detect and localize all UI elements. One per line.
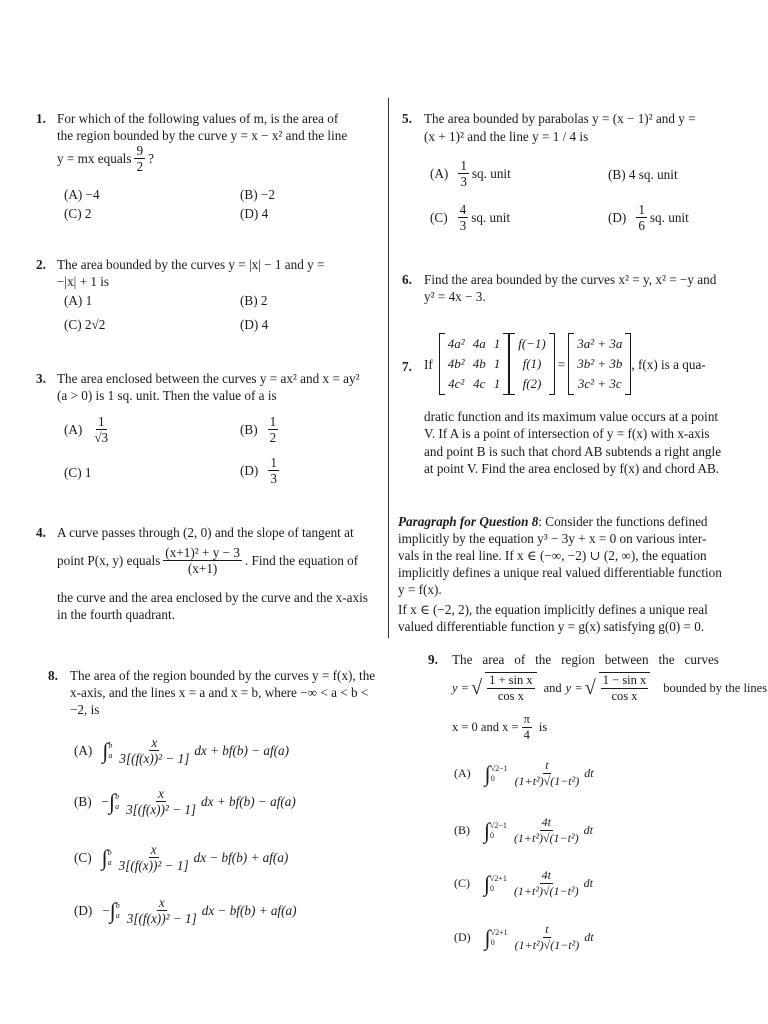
question-number: 2. bbox=[36, 257, 46, 272]
paragraph-text: : Consider the functions defined bbox=[538, 514, 708, 529]
option-c[interactable]: (C) 1 bbox=[64, 465, 92, 480]
integral-limits bbox=[491, 764, 508, 784]
denominator: 6 bbox=[638, 218, 645, 233]
matrix-cell: f(1) bbox=[522, 356, 542, 371]
integral-tail: dt bbox=[583, 876, 593, 890]
upper-limit: √2−1 bbox=[490, 820, 507, 830]
question-number: 6. bbox=[402, 272, 412, 287]
matrix-row bbox=[514, 334, 550, 354]
paragraph-heading: Paragraph for Question 8 bbox=[398, 514, 539, 529]
option-label: (A) bbox=[64, 422, 83, 437]
integral-icon: ∫ bbox=[109, 897, 116, 923]
fraction bbox=[163, 545, 242, 576]
fraction bbox=[636, 202, 647, 233]
fraction bbox=[485, 672, 537, 704]
option-label: (A) bbox=[74, 743, 93, 758]
question-text: (a > 0) is 1 sq. unit. Then the value of a is bbox=[57, 388, 277, 403]
denominator: (1+t²)√(1−t²) bbox=[513, 831, 579, 845]
fraction bbox=[117, 735, 191, 766]
matrix-cell: f(2) bbox=[522, 376, 542, 391]
numerator: 4 bbox=[459, 202, 467, 217]
option-label: (D) bbox=[74, 903, 93, 918]
matrix-row bbox=[573, 334, 626, 354]
integral-icon: ∫ bbox=[484, 760, 491, 786]
lower-limit: 0 bbox=[490, 883, 495, 893]
option-a[interactable] bbox=[430, 158, 511, 189]
denominator: 2 bbox=[136, 159, 144, 174]
matrix-row bbox=[514, 354, 550, 374]
unit: sq. unit bbox=[471, 166, 511, 181]
question-number: 5. bbox=[402, 111, 412, 126]
equals-sign: = bbox=[557, 356, 566, 372]
denominator: cos x bbox=[497, 689, 524, 703]
integral-tail: dx + bf(b) − af(a) bbox=[201, 794, 296, 809]
question-text: The area bounded by parabolas y = (x − 1)² and y = bbox=[424, 111, 696, 126]
matrix-3 bbox=[568, 333, 631, 395]
fraction bbox=[458, 158, 469, 189]
y-label: y = bbox=[452, 680, 470, 695]
integral-limits bbox=[108, 848, 112, 868]
fraction bbox=[134, 143, 145, 174]
option-c[interactable] bbox=[74, 842, 288, 873]
question-text: in the fourth quadrant. bbox=[57, 607, 175, 622]
integral bbox=[484, 817, 509, 843]
question-text: x = 0 and x = bbox=[452, 720, 519, 734]
question-number: 7. bbox=[402, 359, 412, 374]
lower-limit: a bbox=[108, 750, 113, 760]
question-text: −|x| + 1 is bbox=[57, 274, 110, 289]
matrix-cell: 1 bbox=[493, 356, 501, 371]
question-text: Find the area bounded by the curves x² = y, x² = −y and bbox=[424, 272, 717, 287]
matrix-cell: 1 bbox=[493, 336, 501, 351]
option-label: (D) bbox=[608, 210, 627, 225]
fraction bbox=[268, 414, 279, 445]
integral-tail: dt bbox=[583, 823, 593, 837]
sqrt-symbol: √ bbox=[471, 676, 483, 699]
option-a[interactable] bbox=[454, 758, 594, 789]
numerator: 1 bbox=[270, 455, 277, 470]
integral-limits bbox=[490, 821, 507, 841]
option-b[interactable] bbox=[74, 786, 296, 817]
paragraph-text: implicitly defines a unique real valued differentiable function bbox=[398, 565, 722, 580]
question-text: x-axis, and the lines x = a and x = b, where −∞ < a < b < bbox=[70, 685, 369, 700]
minus-sign: − bbox=[101, 794, 110, 809]
question-text: and point B is such that chord AB subtends a right angle bbox=[424, 444, 722, 459]
option-b[interactable] bbox=[240, 414, 281, 445]
fraction bbox=[458, 202, 469, 233]
integral-limits bbox=[115, 792, 119, 812]
option-c[interactable]: (C) 2√2 bbox=[64, 317, 106, 332]
numerator: t bbox=[545, 922, 549, 936]
matrix-row bbox=[444, 354, 504, 374]
option-d[interactable] bbox=[454, 922, 594, 953]
matrix-cell: 4b bbox=[472, 356, 486, 371]
option-c[interactable]: (C) 2 bbox=[64, 206, 92, 221]
option-c[interactable] bbox=[430, 202, 510, 233]
fraction bbox=[268, 455, 279, 486]
paragraph-line bbox=[398, 513, 708, 530]
question-text-line bbox=[57, 143, 154, 174]
question-text: and bbox=[543, 680, 562, 695]
matrix-cell: 3c² + 3c bbox=[577, 376, 622, 391]
numerator: 9 bbox=[136, 143, 144, 158]
question-text: . Find the equation of bbox=[244, 553, 359, 568]
lower-limit: 0 bbox=[490, 773, 495, 783]
numerator: 1 bbox=[269, 414, 277, 429]
numerator: 1 bbox=[460, 158, 467, 173]
lower-limit: a bbox=[107, 857, 112, 867]
question-text: A curve passes through (2, 0) and the slope of tangent at bbox=[57, 525, 354, 540]
question-number: 4. bbox=[36, 525, 46, 540]
option-label: (B) bbox=[240, 422, 258, 437]
matrix-2 bbox=[509, 333, 555, 395]
option-label: (D) bbox=[240, 463, 259, 478]
denominator: (1+t²)√(1−t²) bbox=[513, 884, 579, 898]
option-label: (C) bbox=[74, 850, 92, 865]
numerator: x bbox=[150, 842, 157, 857]
option-label: (C) bbox=[454, 876, 470, 890]
denominator: 3[(f(x))² − 1] bbox=[118, 858, 189, 873]
question-text-line bbox=[452, 712, 547, 743]
denominator: (1+t²)√(1−t²) bbox=[514, 774, 580, 788]
integral-tail: dx + bf(b) − af(a) bbox=[194, 743, 290, 758]
denominator: 3 bbox=[459, 218, 467, 233]
question-text: (x + 1)² and the line y = 1 / 4 is bbox=[424, 129, 589, 144]
question-text: y = mx equals bbox=[57, 151, 132, 166]
question-text: The area enclosed between the curves y = ax² and x = ay² bbox=[57, 371, 360, 386]
integral-limits bbox=[116, 901, 120, 921]
fraction bbox=[125, 895, 199, 926]
matrix-1 bbox=[439, 333, 509, 395]
option-b[interactable] bbox=[454, 815, 593, 846]
option-a[interactable]: (A) −4 bbox=[64, 187, 100, 202]
matrix-cell: 4a² bbox=[447, 336, 465, 351]
question-text: The area of the region bounded by the curves y = f(x), the bbox=[70, 668, 376, 683]
denominator: cos x bbox=[611, 689, 638, 703]
sqrt-symbol: √ bbox=[584, 676, 596, 699]
denominator: 3[(f(x))² − 1] bbox=[126, 802, 197, 817]
denominator: 3[(f(x))² − 1] bbox=[119, 751, 190, 766]
numerator: x bbox=[151, 735, 158, 750]
integral-icon: ∫ bbox=[484, 870, 491, 896]
numerator: t bbox=[545, 758, 549, 772]
question-text: The area bounded by the curves y = |x| − 1 and y = bbox=[57, 257, 325, 272]
numerator: 1 bbox=[638, 202, 645, 217]
integral bbox=[101, 844, 114, 870]
upper-limit: b bbox=[108, 740, 113, 750]
option-a[interactable]: (A) 1 bbox=[64, 293, 93, 308]
option-b[interactable]: (B) 4 sq. unit bbox=[608, 167, 678, 182]
question-text: For which of the following values of m, is the area of bbox=[57, 111, 339, 126]
numerator: (x+1)² + y − 3 bbox=[165, 545, 240, 560]
matrix-row bbox=[444, 374, 504, 394]
question-text: is bbox=[538, 720, 548, 734]
upper-limit: b bbox=[107, 847, 112, 857]
question-text: the curve and the area enclosed by the curve and the x-axis bbox=[57, 590, 368, 605]
integral-icon: ∫ bbox=[102, 737, 109, 763]
option-a[interactable] bbox=[74, 735, 289, 766]
question-text: y² = 4x − 3. bbox=[424, 289, 486, 304]
question-text: ? bbox=[148, 151, 154, 166]
matrix-cell: 4c bbox=[473, 376, 486, 391]
question-text-line bbox=[57, 545, 358, 576]
fraction bbox=[512, 815, 581, 846]
question-number: 3. bbox=[36, 371, 46, 386]
numerator: π bbox=[523, 712, 530, 726]
fraction bbox=[513, 758, 582, 789]
option-d[interactable] bbox=[608, 202, 689, 233]
fraction bbox=[92, 414, 110, 445]
option-label: (B) bbox=[454, 823, 470, 837]
denominator: 3[(f(x))² − 1] bbox=[126, 911, 197, 926]
question-text: dratic function and its maximum value occurs at a point bbox=[424, 409, 719, 424]
option-d[interactable] bbox=[74, 895, 296, 926]
paragraph-text: vals in the real line. If x ∈ (−∞, −2) ∪ (2, ∞), the equation bbox=[398, 548, 707, 563]
matrix-cell: 4b² bbox=[447, 356, 465, 371]
question-text: If bbox=[424, 356, 433, 372]
denominator: √3 bbox=[94, 430, 109, 445]
option-a[interactable] bbox=[64, 414, 113, 445]
option-b[interactable]: (B) 2 bbox=[240, 293, 268, 308]
numerator: 4t bbox=[541, 868, 551, 882]
denominator: 2 bbox=[269, 430, 277, 445]
integral-icon: ∫ bbox=[484, 924, 491, 950]
option-d[interactable]: (D) 4 bbox=[240, 317, 269, 332]
option-label: (C) bbox=[430, 210, 448, 225]
question-text: point P(x, y) equals bbox=[57, 553, 161, 568]
matrix-row bbox=[514, 374, 550, 394]
matrix-row bbox=[444, 334, 504, 354]
option-d[interactable] bbox=[240, 455, 282, 486]
matrix-cell: 3b² + 3b bbox=[577, 356, 623, 371]
integral bbox=[102, 737, 114, 763]
unit: sq. unit bbox=[649, 210, 689, 225]
paragraph-text: y = f(x). bbox=[398, 582, 442, 597]
matrix-row bbox=[573, 354, 626, 374]
lower-limit: a bbox=[115, 910, 120, 920]
question-number: 8. bbox=[48, 668, 58, 683]
integral-tail: dt bbox=[584, 930, 594, 944]
numerator: x bbox=[158, 895, 165, 910]
denominator: (x+1) bbox=[187, 561, 218, 576]
numerator: 4t bbox=[541, 815, 551, 829]
integral-tail: dx − bf(b) + af(a) bbox=[201, 903, 297, 918]
paragraph-text: implicitly by the equation y³ − 3y + x = 0 on various inter- bbox=[398, 531, 707, 546]
question-number: 9. bbox=[428, 652, 438, 667]
column-divider bbox=[388, 98, 389, 638]
upper-limit: √2+1 bbox=[490, 927, 508, 937]
upper-limit: √2+1 bbox=[490, 873, 507, 883]
lower-limit: 0 bbox=[490, 830, 495, 840]
integral-limits bbox=[108, 741, 112, 761]
matrix-cell: 4c² bbox=[448, 376, 465, 391]
question-text: , f(x) is a qua- bbox=[631, 356, 706, 372]
fraction bbox=[599, 672, 651, 704]
option-label: (D) bbox=[454, 930, 471, 944]
matrix-cell: f(−1) bbox=[518, 336, 546, 351]
matrix-cell: 3a² + 3a bbox=[577, 336, 623, 351]
unit: sq. unit bbox=[471, 210, 511, 225]
question-text: V. If A is a point of intersection of y = f(x) with x-axis bbox=[424, 426, 710, 441]
denominator: 3 bbox=[460, 174, 467, 189]
matrix-cell: 1 bbox=[493, 376, 501, 391]
paragraph-text: valued differentiable function y = g(x) satisfying g(0) = 0. bbox=[398, 619, 705, 634]
numerator: 1 + sin x bbox=[489, 673, 533, 687]
integral bbox=[484, 870, 509, 896]
question-text: the region bounded by the curve y = x − x² and the line bbox=[57, 128, 348, 143]
denominator: 3 bbox=[270, 471, 277, 486]
fraction bbox=[513, 922, 582, 953]
lower-limit: 0 bbox=[490, 937, 495, 947]
numerator: x bbox=[158, 786, 164, 801]
fraction bbox=[522, 712, 532, 743]
matrix-equation bbox=[424, 333, 706, 395]
integral-icon: ∫ bbox=[109, 788, 116, 814]
integral-limits bbox=[490, 874, 507, 894]
question-text: at point V. Find the area enclosed by f(x) and chord AB. bbox=[424, 461, 720, 476]
option-c[interactable] bbox=[454, 868, 593, 899]
numerator: 1 bbox=[97, 414, 105, 429]
numerator: 1 − sin x bbox=[602, 673, 647, 687]
question-number: 1. bbox=[36, 111, 46, 126]
question-text: The area of the region between the curves bbox=[452, 652, 719, 667]
lower-limit: a bbox=[115, 801, 120, 811]
paragraph-text: If x ∈ (−2, 2), the equation implicitly defines a unique real bbox=[398, 602, 708, 617]
option-label: (A) bbox=[454, 766, 471, 780]
integral bbox=[109, 788, 121, 814]
integral bbox=[109, 897, 122, 923]
question-text: bounded by the lines bbox=[663, 680, 768, 695]
integral-icon: ∫ bbox=[101, 844, 108, 870]
minus-sign: − bbox=[102, 903, 110, 918]
fraction bbox=[512, 868, 581, 899]
integral-tail: dx − bf(b) + af(a) bbox=[193, 850, 289, 865]
integral bbox=[484, 760, 510, 786]
integral bbox=[484, 924, 510, 950]
integral-tail: dt bbox=[584, 766, 594, 780]
option-label: (B) bbox=[74, 794, 92, 809]
y-label: y = bbox=[565, 680, 583, 695]
fraction bbox=[117, 842, 191, 873]
denominator: (1+t²)√(1−t²) bbox=[514, 938, 580, 952]
denominator: 4 bbox=[523, 728, 530, 742]
option-b[interactable]: (B) −2 bbox=[240, 187, 275, 202]
question-text: −2, is bbox=[70, 702, 100, 717]
upper-limit: √2−1 bbox=[490, 763, 508, 773]
integral-limits bbox=[491, 928, 508, 948]
upper-limit: b bbox=[115, 791, 120, 801]
fraction bbox=[124, 786, 198, 817]
curve-equations bbox=[452, 672, 767, 704]
option-d[interactable]: (D) 4 bbox=[240, 206, 269, 221]
matrix-row bbox=[573, 374, 626, 394]
integral-icon: ∫ bbox=[484, 817, 491, 843]
matrix-cell: 4a bbox=[472, 336, 486, 351]
option-label: (A) bbox=[430, 166, 449, 181]
upper-limit: b bbox=[115, 900, 120, 910]
